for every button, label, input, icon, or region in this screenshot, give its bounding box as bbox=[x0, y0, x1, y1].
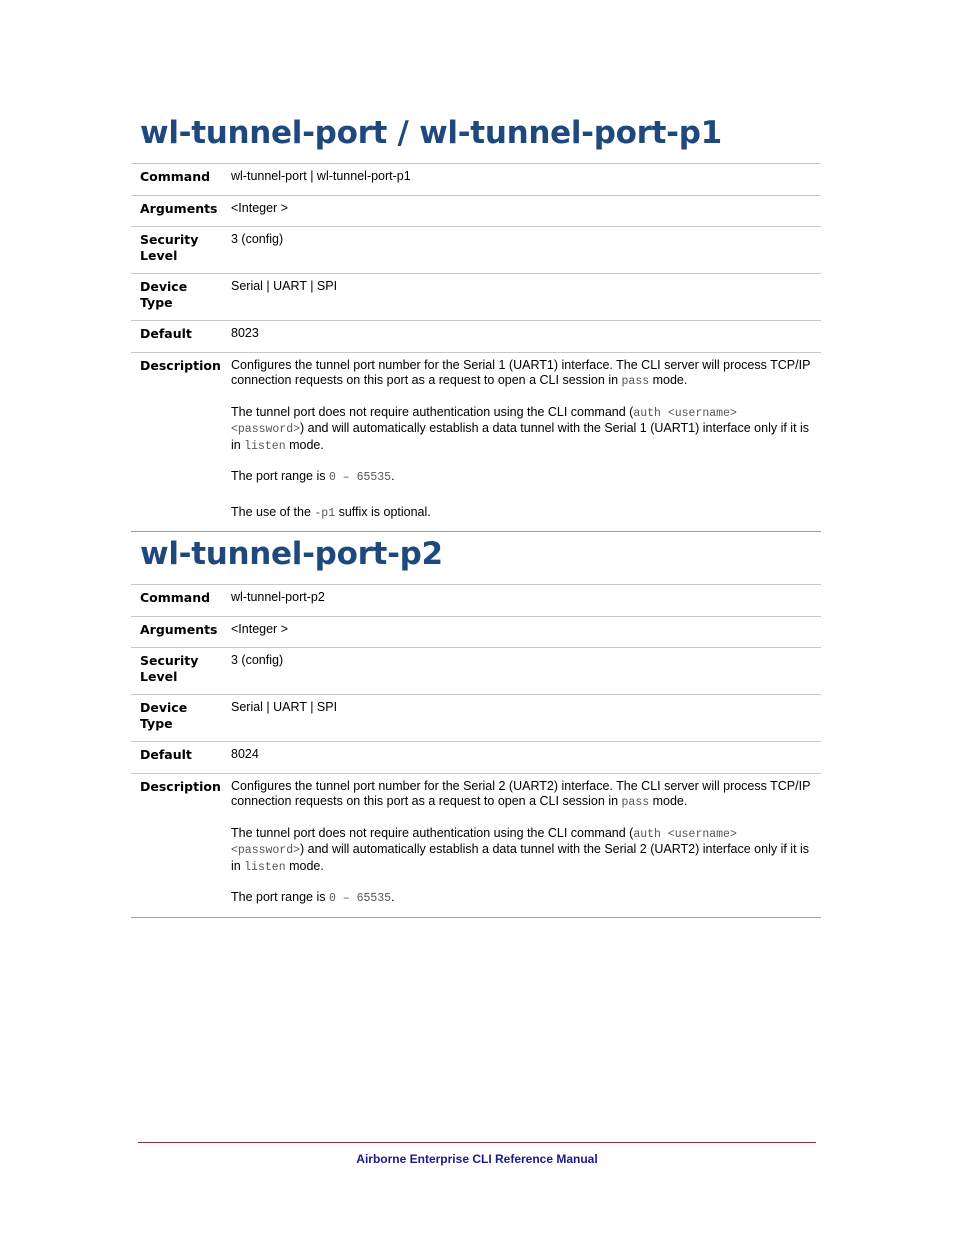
code-span: listen bbox=[244, 439, 286, 453]
command-section-p1 bbox=[131, 110, 821, 532]
row-label: Arguments bbox=[131, 195, 223, 227]
page-footer: Airborne Enterprise CLI Reference Manual bbox=[356, 1152, 598, 1166]
code-span: 0 – 65535 bbox=[328, 471, 392, 484]
table-row bbox=[131, 195, 821, 227]
code-span: 0 – 65535 bbox=[328, 892, 392, 905]
row-label: Description bbox=[131, 352, 223, 532]
row-label: Command bbox=[131, 164, 223, 196]
text-span: mode. bbox=[649, 373, 688, 387]
row-value: wl-tunnel-port-p2 bbox=[223, 585, 821, 617]
text-span: . bbox=[391, 890, 395, 904]
text-span: mode. bbox=[285, 437, 324, 452]
description-paragraph bbox=[231, 890, 815, 907]
section-heading: wl-tunnel-port / wl-tunnel-port-p1 bbox=[140, 115, 722, 151]
footer-divider bbox=[138, 1142, 816, 1143]
text-span: Configures the tunnel port number for the Serial 1 (UART1) interface. The CLI server will process TCP/IP connection requests on this port as a request to open a CLI session in bbox=[231, 357, 811, 387]
row-label: Security Level bbox=[131, 648, 223, 695]
row-value: 8024 bbox=[223, 742, 821, 774]
table-row bbox=[131, 352, 821, 532]
text-span: The port range is bbox=[231, 469, 329, 483]
table-row bbox=[131, 321, 821, 353]
row-value: 8023 bbox=[223, 321, 821, 353]
description-paragraph bbox=[231, 469, 815, 486]
table-row bbox=[131, 164, 821, 196]
code-span: auth <username> <password> bbox=[231, 406, 737, 436]
row-label: Device Type bbox=[131, 274, 223, 321]
description-text bbox=[223, 773, 821, 917]
row-value: 3 (config) bbox=[223, 227, 821, 274]
text-span: ) and will automatically establish a data tunnel with the Serial 1 (UART1) interface only if it is in bbox=[231, 421, 810, 452]
text-span: Configures the tunnel port number for the Serial 2 (UART2) interface. The CLI server will process TCP/IP connection requests on this port as a request to open a CLI session in bbox=[231, 778, 811, 808]
text-span: mode. bbox=[649, 794, 688, 808]
table-row bbox=[131, 274, 821, 321]
row-label: Command bbox=[131, 585, 223, 617]
text-span: The tunnel port does not require authentication using the CLI command ( bbox=[231, 404, 634, 419]
table-row bbox=[131, 773, 821, 917]
description-paragraph bbox=[231, 358, 815, 390]
text-span: The port range is bbox=[231, 890, 329, 904]
row-value: Serial | UART | SPI bbox=[223, 274, 821, 321]
row-label: Description bbox=[131, 773, 223, 917]
table-row bbox=[131, 695, 821, 742]
row-value: <Integer > bbox=[223, 195, 821, 227]
description-paragraph bbox=[231, 826, 815, 876]
row-value: <Integer > bbox=[223, 616, 821, 648]
row-label: Default bbox=[131, 742, 223, 774]
text-span: . bbox=[391, 469, 395, 483]
command-table bbox=[131, 163, 821, 532]
table-row bbox=[131, 585, 821, 617]
description-paragraph bbox=[231, 505, 815, 522]
table-row bbox=[131, 742, 821, 774]
text-span: ) and will automatically establish a data tunnel with the Serial 2 (UART2) interface only if it is in bbox=[231, 842, 810, 873]
text-span: mode. bbox=[285, 858, 324, 873]
row-label: Device Type bbox=[131, 695, 223, 742]
row-value: 3 (config) bbox=[223, 648, 821, 695]
description-paragraph bbox=[231, 405, 815, 455]
code-span: listen bbox=[244, 860, 286, 874]
code-span: auth <username> <password> bbox=[231, 827, 737, 857]
row-value: wl-tunnel-port | wl-tunnel-port-p1 bbox=[223, 164, 821, 196]
description-paragraph bbox=[231, 779, 815, 811]
code-span: -p1 bbox=[314, 506, 336, 520]
text-span: suffix is optional. bbox=[335, 504, 431, 519]
code-span: pass bbox=[621, 796, 650, 809]
section-heading: wl-tunnel-port-p2 bbox=[140, 536, 443, 572]
table-row bbox=[131, 227, 821, 274]
command-table bbox=[131, 584, 821, 918]
row-label: Security Level bbox=[131, 227, 223, 274]
code-span: pass bbox=[621, 375, 650, 388]
table-row bbox=[131, 648, 821, 695]
table-row bbox=[131, 616, 821, 648]
text-span: The tunnel port does not require authentication using the CLI command ( bbox=[231, 825, 634, 840]
row-label: Arguments bbox=[131, 616, 223, 648]
row-value: Serial | UART | SPI bbox=[223, 695, 821, 742]
description-text bbox=[223, 352, 821, 532]
command-section-p2 bbox=[131, 531, 821, 918]
row-label: Default bbox=[131, 321, 223, 353]
text-span: The use of the bbox=[231, 504, 315, 519]
